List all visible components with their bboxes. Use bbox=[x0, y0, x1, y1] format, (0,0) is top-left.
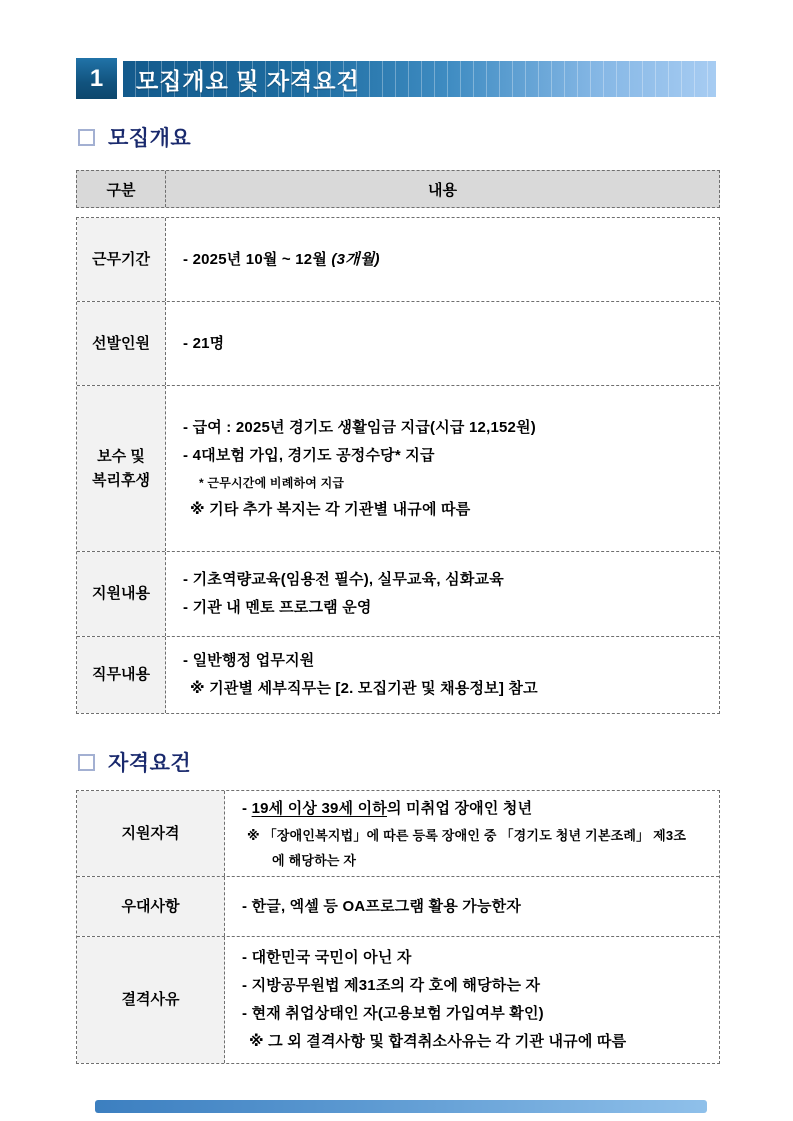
content-line bbox=[183, 246, 711, 274]
table-gap bbox=[76, 208, 720, 217]
content-line bbox=[242, 795, 711, 823]
content-line bbox=[183, 496, 711, 524]
content-line bbox=[183, 470, 711, 496]
text-segment: ※ 기관별 세부직무는 [2. 모집기관 및 채용정보] 참고 bbox=[190, 680, 538, 697]
row-label bbox=[77, 791, 225, 876]
row-label bbox=[77, 552, 166, 636]
row-content bbox=[225, 877, 719, 936]
text-segment: - 급여 : 2025년 경기도 생활임금 지급(시급 12,152원) bbox=[183, 418, 536, 436]
content-line bbox=[242, 893, 711, 921]
row-label-line: 선발인원 bbox=[92, 334, 150, 352]
text-segment: - 기초역량교육(임용전 필수), 실무교육, 심화교육 bbox=[183, 571, 504, 588]
row-label bbox=[77, 218, 166, 301]
table-row bbox=[77, 218, 719, 302]
row-label bbox=[77, 877, 225, 936]
row-content bbox=[225, 791, 719, 876]
row-label-line: 지원자격 bbox=[121, 824, 180, 842]
row-label bbox=[77, 302, 166, 385]
table-row bbox=[77, 386, 719, 552]
row-label-line: 우대사항 bbox=[121, 897, 180, 915]
overview-heading-label: 모집개요 bbox=[108, 127, 192, 150]
qualification-table bbox=[76, 790, 720, 1064]
text-segment: - 기관 내 멘토 프로그램 운영 bbox=[183, 599, 372, 616]
text-segment: 의 미취업 장애인 청년 bbox=[387, 799, 533, 817]
text-segment: - 4대보험 가입, 경기도 공정수당* 지급 bbox=[183, 446, 435, 464]
row-label-line: 근무기간 bbox=[92, 250, 150, 268]
content-line bbox=[242, 848, 711, 873]
row-content bbox=[166, 302, 719, 385]
content-line bbox=[242, 1028, 711, 1056]
text-segment: ※ 기타 추가 복지는 각 기관별 내규에 따름 bbox=[190, 500, 471, 518]
table-row bbox=[77, 877, 719, 937]
content-line bbox=[183, 414, 711, 442]
qualification-table-body bbox=[76, 790, 720, 1064]
text-segment: - 일반행정 업무지원 bbox=[183, 652, 315, 669]
section-title: 모집개요 및 자격요건 bbox=[136, 67, 360, 94]
content-line bbox=[242, 944, 711, 972]
text-segment: 에 해당하는 자 bbox=[272, 852, 357, 868]
section-title-banner bbox=[123, 61, 716, 97]
row-content bbox=[166, 218, 719, 301]
row-label bbox=[77, 637, 166, 713]
overview-table-header-row bbox=[76, 170, 720, 208]
row-label-line: 지원내용 bbox=[92, 585, 150, 602]
content-line bbox=[183, 675, 711, 703]
content-line bbox=[242, 972, 711, 1000]
section-number-box bbox=[76, 58, 117, 99]
square-bullet-icon bbox=[78, 129, 95, 146]
text-segment: * 근무시간에 비례하여 지급 bbox=[199, 475, 345, 490]
table-row bbox=[77, 937, 719, 1063]
row-label-line: 보수 및 bbox=[97, 447, 145, 465]
header-cell-content: 내용 bbox=[428, 181, 457, 199]
row-content bbox=[225, 937, 719, 1063]
row-label-line: 결격사유 bbox=[121, 991, 180, 1008]
content-line bbox=[183, 566, 711, 594]
row-label-line: 복리후생 bbox=[92, 471, 150, 489]
table-row bbox=[77, 791, 719, 877]
overview-table-body bbox=[76, 217, 720, 714]
text-segment: - bbox=[242, 799, 252, 817]
footer-decoration-bar bbox=[95, 1100, 707, 1113]
content-line bbox=[242, 1000, 711, 1028]
table-row bbox=[77, 637, 719, 713]
qualification-heading-label: 자격요건 bbox=[108, 752, 192, 775]
row-content bbox=[166, 386, 719, 551]
overview-table bbox=[76, 170, 720, 714]
italic-text: (3개월) bbox=[331, 250, 380, 268]
underlined-text: 19세 이상 39세 이하 bbox=[251, 799, 387, 817]
section-number: 1 bbox=[89, 64, 104, 92]
text-segment: - 대한민국 국민이 아닌 자 bbox=[242, 949, 412, 966]
text-segment: - 2025년 10월 ~ 12월 bbox=[183, 250, 332, 268]
content-line bbox=[183, 442, 711, 470]
text-segment: - 현재 취업상태인 자(고용보험 가입여부 확인) bbox=[242, 1005, 544, 1022]
text-segment: - 한글, 엑셀 등 OA프로그램 활용 가능한자 bbox=[242, 897, 522, 915]
square-bullet-icon bbox=[78, 754, 95, 771]
row-label-line: 직무내용 bbox=[92, 666, 150, 683]
content-line bbox=[242, 823, 711, 848]
row-content bbox=[166, 637, 719, 713]
qualification-heading bbox=[78, 747, 191, 777]
table-row bbox=[77, 302, 719, 386]
content-line bbox=[183, 330, 711, 358]
row-label bbox=[77, 937, 225, 1063]
text-segment: - 지방공무원법 제31조의 각 호에 해당하는 자 bbox=[242, 977, 541, 994]
row-content bbox=[166, 552, 719, 636]
content-line bbox=[183, 594, 711, 622]
text-segment: - 21명 bbox=[183, 334, 225, 352]
text-segment: ※ 「장애인복지법」에 따른 등록 장애인 중 「경기도 청년 기본조례」 제3조 bbox=[247, 827, 687, 843]
content-line bbox=[183, 647, 711, 675]
row-label bbox=[77, 386, 166, 551]
overview-heading bbox=[78, 122, 191, 152]
table-row bbox=[77, 552, 719, 637]
text-segment: ※ 그 외 결격사항 및 합격취소사유는 각 기관 내규에 따름 bbox=[249, 1033, 627, 1050]
header-cell-category: 구분 bbox=[77, 171, 166, 207]
